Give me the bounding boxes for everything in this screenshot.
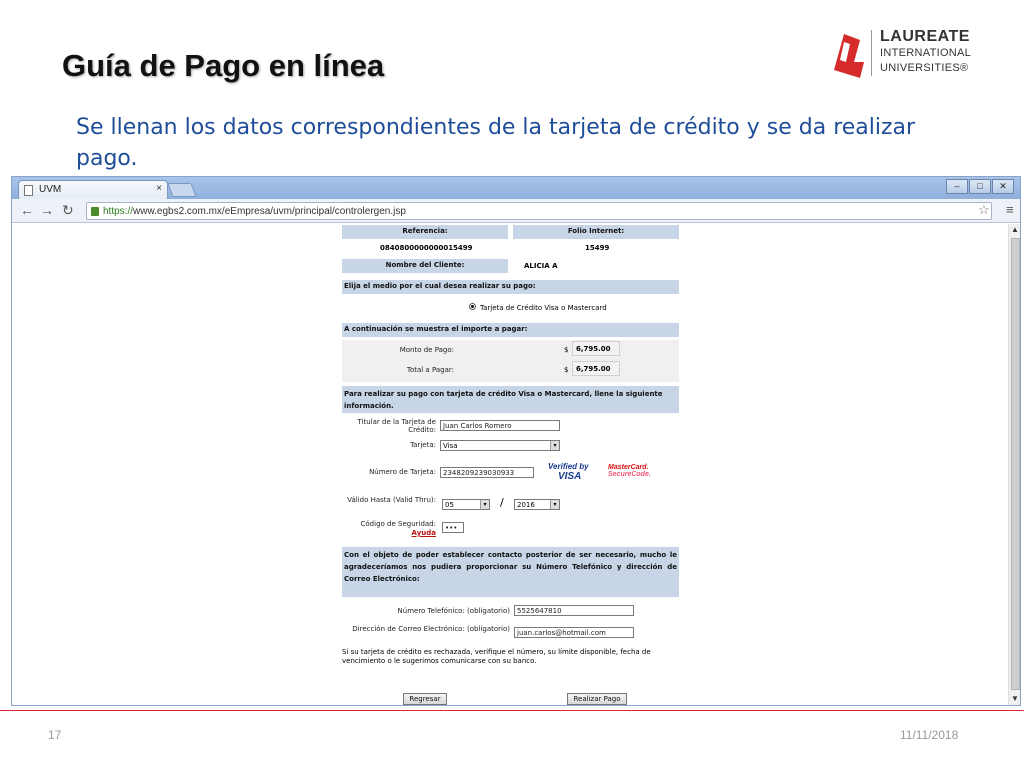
total-amount: 6,795.00: [572, 361, 620, 376]
forward-arrow-icon[interactable]: →: [40, 202, 54, 218]
ayuda-link[interactable]: Ayuda: [411, 529, 436, 537]
tarjeta-select-value: Visa: [443, 442, 458, 450]
logo-line-1: LAUREATE: [880, 28, 970, 45]
mes-select-value: 05: [445, 501, 454, 509]
tab-bar: [12, 177, 1020, 199]
wrench-icon[interactable]: ≡: [1006, 202, 1014, 217]
back-arrow-icon[interactable]: ←: [20, 202, 34, 218]
regresar-button[interactable]: Regresar: [403, 693, 447, 705]
referencia-header: Referencia:: [342, 225, 508, 239]
chevron-down-icon: ▾: [550, 500, 559, 509]
contacto-header: Con el objeto de poder establecer contacto posterior de ser necesario, mucho le agradeceríamos nos pudiera proporcionar su Número Telefónico y dirección de Correo Electrónico:: [342, 547, 679, 597]
logo-separator: [871, 30, 872, 76]
codigo-input[interactable]: •••: [442, 522, 464, 533]
browser-toolbar: [12, 199, 1020, 223]
scroll-down-icon[interactable]: ▼: [1011, 694, 1019, 703]
mc-line-2: SecureCode.: [608, 471, 651, 478]
page-viewport: [12, 224, 1021, 706]
minimize-button[interactable]: –: [946, 179, 968, 194]
browser-window: [11, 176, 1021, 706]
folio-value: 15499: [585, 244, 610, 252]
telefono-input[interactable]: 5525647810: [514, 605, 634, 616]
verified-by-visa-logo: [548, 462, 589, 482]
cliente-header: Nombre del Cliente:: [342, 259, 508, 273]
logo-text: [880, 28, 971, 76]
mes-select[interactable]: [442, 499, 490, 510]
importe-header: A continuación se muestra el importe a pagar:: [342, 323, 679, 337]
verified-line-2: VISA: [558, 471, 582, 482]
monto-amount: 6,795.00: [572, 341, 620, 356]
numero-label: Número de Tarjeta:: [369, 468, 436, 476]
anio-select-value: 2016: [517, 501, 535, 509]
radio-tarjeta-label: Tarjeta de Crédito Visa o Mastercard: [480, 304, 607, 312]
vertical-scrollbar[interactable]: [1008, 224, 1021, 706]
anio-select[interactable]: [514, 499, 560, 510]
chevron-down-icon: ▾: [550, 441, 559, 450]
page-number: 17: [48, 728, 62, 742]
url-scheme: https://: [103, 206, 134, 217]
logo-line-2: INTERNATIONAL: [880, 47, 972, 59]
chevron-down-icon: ▾: [480, 500, 489, 509]
aviso-text: Si su tarjeta de crédito es rechazada, verifique el número, su límite disponible, fecha de vencimiento o le sugerimos comunicarse con su banco.: [342, 648, 651, 665]
close-window-button[interactable]: ✕: [992, 179, 1014, 194]
realizar-pago-button[interactable]: Realizar Pago: [567, 693, 627, 705]
slide-subtitle: Se llenan los datos correspondientes de la tarjeta de crédito y se da realizar pago.: [76, 115, 916, 171]
lock-icon: [91, 207, 99, 216]
numero-input[interactable]: 2348209239030933: [440, 467, 534, 478]
tarjeta-header: Para realizar su pago con tarjeta de crédito Visa o Mastercard, llene la siguiente información.: [342, 386, 679, 413]
monto-label: Monto de Pago:: [399, 346, 454, 354]
scroll-thumb[interactable]: [1011, 238, 1020, 690]
total-label: Total a Pagar:: [406, 366, 454, 374]
maximize-button[interactable]: □: [969, 179, 991, 194]
footer-date: 11/11/2018: [900, 728, 959, 742]
tab-close-icon[interactable]: ×: [156, 183, 162, 194]
footer-line: [0, 710, 1024, 711]
laureate-logo: [830, 28, 990, 84]
bookmark-star-icon[interactable]: ☆: [978, 202, 990, 217]
date-slash: /: [500, 496, 504, 509]
new-tab-button[interactable]: [167, 183, 196, 197]
correo-input[interactable]: juan.carlos@hotmail.com: [514, 627, 634, 638]
tab-uvm[interactable]: [18, 180, 168, 199]
monto-currency: $: [564, 346, 569, 354]
correo-label: Dirección de Correo Electrónico: (obligatorio): [352, 625, 510, 633]
titular-label: Titular de la Tarjeta de Crédito:: [357, 418, 436, 434]
radio-tarjeta[interactable]: [469, 303, 476, 310]
tab-title: UVM: [39, 184, 62, 195]
titular-input[interactable]: Juan Carlos Romero: [440, 420, 560, 431]
logo-line-3: UNIVERSITIES®: [880, 62, 969, 74]
address-bar[interactable]: [86, 202, 992, 220]
folio-header: Folio Internet:: [513, 225, 679, 239]
referencia-value: 0840800000000015499: [380, 244, 473, 252]
url-text: www.egbs2.com.mx/eEmpresa/uvm/principal/controlergen.jsp: [133, 206, 406, 217]
valido-label: Válido Hasta (Valid Thru):: [347, 496, 436, 504]
tarjeta-select[interactable]: [440, 440, 560, 451]
slide-title: Guía de Pago en línea: [62, 48, 385, 83]
cliente-value: ALICIA A: [524, 262, 558, 270]
scroll-up-icon[interactable]: ▲: [1011, 225, 1019, 234]
tarjeta-label: Tarjeta:: [410, 441, 436, 449]
total-currency: $: [564, 366, 569, 374]
codigo-label: Código de Seguridad:: [360, 520, 436, 528]
page-icon: [24, 185, 33, 196]
mastercard-securecode-logo: [608, 464, 651, 478]
verified-line-1: Verified by: [548, 462, 589, 471]
mc-line-1: MasterCard.: [608, 464, 649, 471]
medio-header: Elija el medio por el cual desea realizar su pago:: [342, 280, 679, 294]
telefono-label: Número Telefónico: (obligatorio): [397, 607, 510, 615]
reload-icon[interactable]: ↻: [62, 202, 74, 218]
laureate-mark-icon: [830, 32, 866, 80]
